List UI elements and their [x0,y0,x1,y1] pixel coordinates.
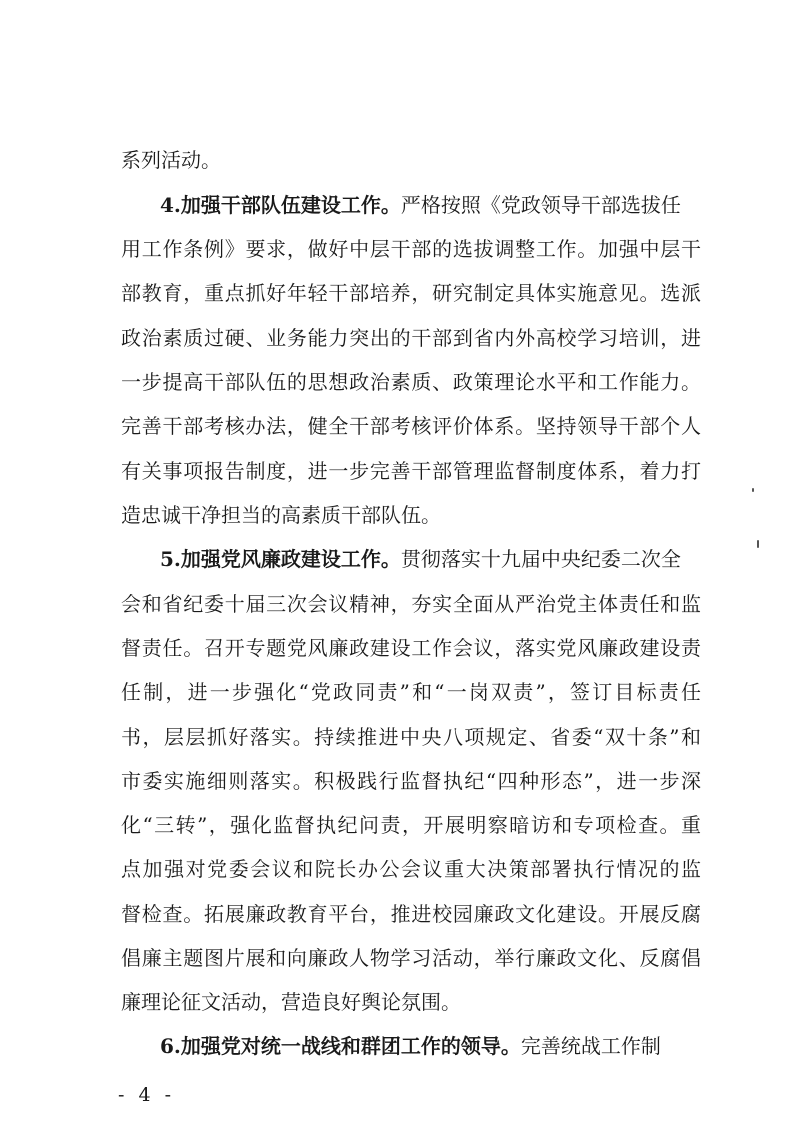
paragraph-4-first-line [160,193,701,217]
scan-speck [752,488,754,492]
text-line: 书，层层抓好落实。持续推进中央八项规定、省委“双十条”和 [121,725,701,749]
text-line: 化“三转”，强化监督执纪问责，开展明察暗访和专项检查。重 [121,813,701,837]
section-heading-5: 5.加强党风廉政建设工作。 [160,547,401,571]
text-line: 用工作条例》要求，做好中层干部的选拔调整工作。加强中层干 [121,237,701,261]
text-line: 完善干部考核办法，健全干部考核评价体系。坚持领导干部个人 [121,414,701,438]
text-line: 部教育，重点抓好年轻干部培养，研究制定具体实施意见。选派 [121,281,701,305]
section-heading-4: 4.加强干部队伍建设工作。 [160,193,401,217]
paragraph-6-first-line [160,1034,701,1058]
text-line: 造忠诚干净担当的高素质干部队伍。 [121,503,441,527]
section-heading-6: 6.加强党对统一战线和群团工作的领导。 [160,1034,521,1058]
text-segment: 完善统战工作制 [520,1034,661,1058]
text-line: 会和省纪委十届三次会议精神，夯实全面从严治党主体责任和监 [121,592,701,616]
scan-speck [757,540,759,548]
paragraph-5-first-line [160,547,701,571]
text-line: 市委实施细则落实。积极践行监督执纪“四种形态”，进一步深 [121,769,701,793]
text-line: 点加强对党委会议和院长办公会议重大决策部署执行情况的监 [121,857,701,881]
text-line: 政治素质过硬、业务能力突出的干部到省内外高校学习培训，进 [121,326,701,350]
text-segment: 贯彻落实十九届中央纪委二次全 [400,547,681,571]
text-line: 有关事项报告制度，进一步完善干部管理监督制度体系，着力打 [121,459,701,483]
text-line: 督责任。召开专题党风廉政建设工作会议，落实党风廉政建设责 [121,636,701,660]
text-line: 廉理论征文活动，营造良好舆论氛围。 [121,990,461,1014]
text-line: 倡廉主题图片展和向廉政人物学习活动，举行廉政文化、反腐倡 [121,946,701,970]
text-line: 一步提高干部队伍的思想政治素质、政策理论水平和工作能力。 [121,370,701,394]
text-line: 督检查。拓展廉政教育平台，推进校园廉政文化建设。开展反腐 [121,902,701,926]
page-number: - 4 - [118,1084,176,1106]
text-segment: 严格按照《党政领导干部选拔任 [400,193,681,217]
text-line: 系列活动。 [121,148,221,172]
text-line: 任制，进一步强化“党政同责”和“一岗双责”，签订目标责任 [121,680,701,704]
